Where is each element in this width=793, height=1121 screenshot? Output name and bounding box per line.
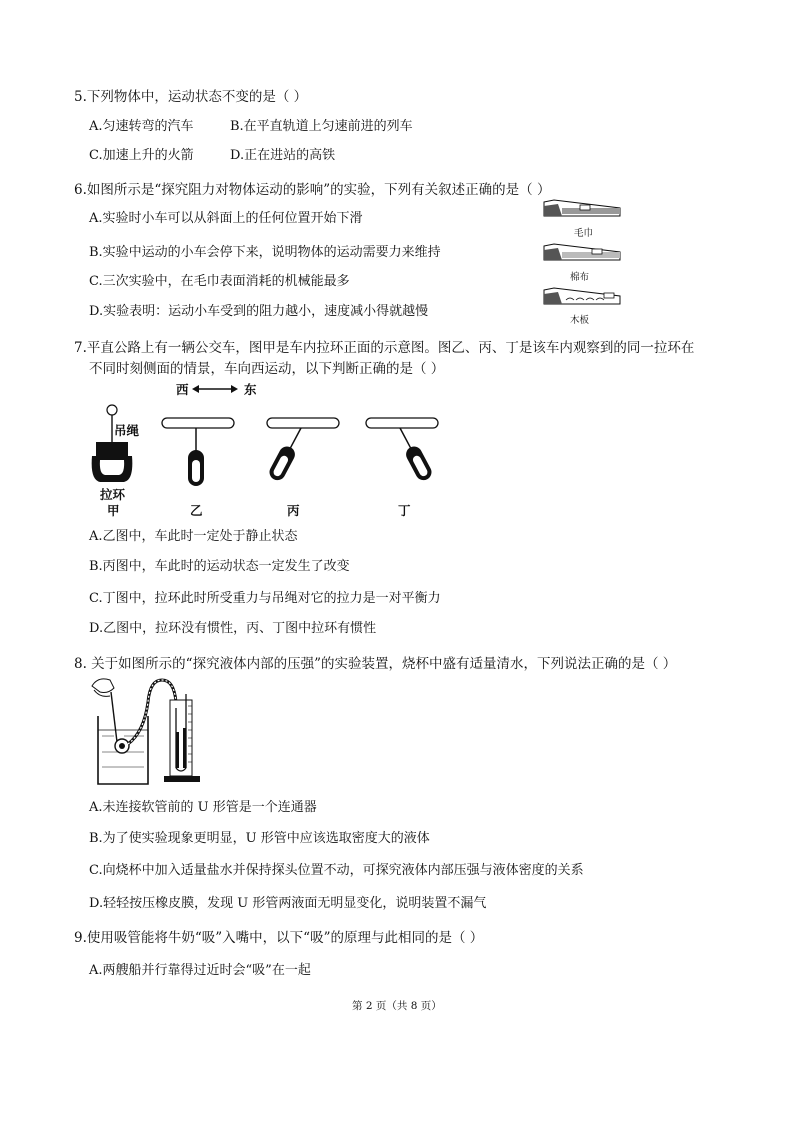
q9-option-a: A.两艘船并行靠得过近时会“吸”在一起 <box>89 963 311 978</box>
direction-east: 东 <box>244 382 257 397</box>
label-yi: 乙 <box>190 503 203 518</box>
q8-option-c: C.向烧杯中加入适量盐水并保持探头位置不动，可探究液体内部压强与液体密度的关系 <box>89 863 584 878</box>
q9-stem: 9.使用吸管能将牛奶“吸”入嘴中，以下“吸”的原理与此相同的是（ ） <box>74 930 484 946</box>
q8-option-a: A.未连接软管前的 U 形管是一个连通器 <box>89 800 317 815</box>
ramp-towel <box>544 200 620 216</box>
figure-bing-ring-tilted <box>265 412 345 492</box>
page-footer: 第 2 页（共 8 页） <box>352 1000 442 1012</box>
ramp-cotton <box>544 244 620 260</box>
q5-option-d: D.正在进站的高铁 <box>230 148 336 163</box>
q8-option-b: B.为了使实验现象更明显，U 形管中应该选取密度大的液体 <box>89 831 430 846</box>
direction-west: 西 <box>176 382 189 397</box>
label-bing: 丙 <box>287 503 300 518</box>
q6-option-b: B.实验中运动的小车会停下来，说明物体的运动需要力来维持 <box>89 245 441 260</box>
figure-jia-ring-front <box>80 400 160 490</box>
q6-ramps-figure <box>540 196 630 326</box>
q6-option-a: A.实验时小车可以从斜面上的任何位置开始下滑 <box>89 211 363 226</box>
label-cotton: 棉布 <box>570 272 590 283</box>
label-jia: 甲 <box>107 503 120 518</box>
q7-option-c: C.丁图中，拉环此时所受重力与吊绳对它的拉力是一对平衡力 <box>89 591 441 606</box>
q7-stem-line2: 不同时刻侧面的情景，车向西运动，以下判断正确的是（ ） <box>89 361 445 377</box>
label-rope: 吊绳 <box>114 423 140 438</box>
q5-option-a: A.匀速转弯的汽车 <box>89 119 194 134</box>
double-arrow-icon <box>192 382 238 396</box>
q7-option-b: B.丙图中，车此时的运动状态一定发生了改变 <box>89 559 350 574</box>
label-board: 木板 <box>570 315 590 326</box>
q7-option-d: D.乙图中，拉环没有惯性，丙、丁图中拉环有惯性 <box>89 621 377 636</box>
figure-ding-ring-tilted <box>364 412 444 492</box>
q6-option-d: D.实验表明：运动小车受到的阻力越小，速度减小得就越慢 <box>89 304 429 319</box>
label-towel: 毛巾 <box>574 228 594 239</box>
q5-option-b: B.在平直轨道上匀速前进的列车 <box>230 119 413 134</box>
q6-option-c: C.三次实验中，在毛巾表面消耗的机械能最多 <box>89 274 350 289</box>
q8-stem: 8. 关于如图所示的“探究液体内部的压强”的实验装置，烧杯中盛有适量清水，下列说法正确的是（ ） <box>74 656 677 672</box>
figure-yi-ring-vertical <box>160 412 240 492</box>
q8-option-d: D.轻轻按压橡皮膜，发现 U 形管两液面无明显变化，说明装置不漏气 <box>89 896 487 911</box>
label-ring: 拉环 <box>100 487 126 502</box>
q8-pressure-apparatus-figure <box>84 672 214 792</box>
q5-stem: 5.下列物体中，运动状态不变的是（ ） <box>74 89 308 105</box>
ramp-board <box>544 288 620 304</box>
q7-option-a: A.乙图中，车此时一定处于静止状态 <box>89 529 298 544</box>
q5-option-c: C.加速上升的火箭 <box>89 148 194 163</box>
q6-stem: 6.如图所示是“探究阻力对物体运动的影响”的实验，下列有关叙述正确的是（ ） <box>74 182 551 198</box>
label-ding: 丁 <box>398 503 411 518</box>
q7-stem-line1: 7.平直公路上有一辆公交车，图甲是车内拉环正面的示意图。图乙、丙、丁是该车内观察到的同一拉环在 <box>74 340 695 356</box>
